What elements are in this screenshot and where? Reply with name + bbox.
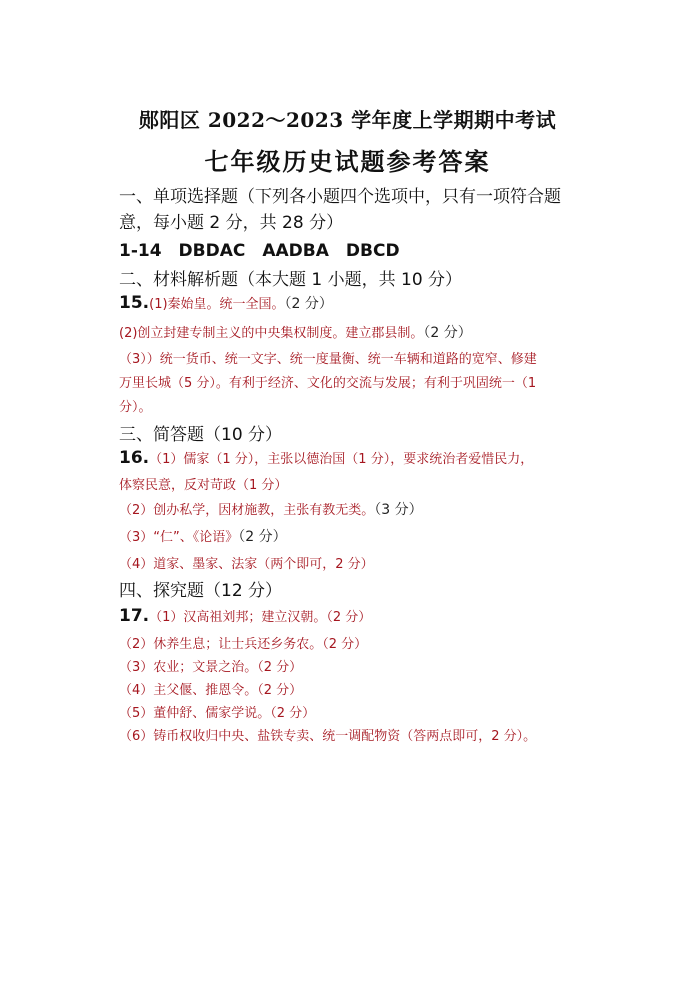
q16-answer-1-text: （1）儒家（1 分），主张以德治国（1 分），要求统治者爱惜民力， [149, 452, 534, 467]
q15-answer-1 [119, 293, 333, 313]
section1-heading-line1: 一、单项选择题（下列各小题四个选项中，只有一项符合题 [119, 187, 561, 207]
section1-heading-line2: 意，每小题 2 分，共 28 分） [119, 213, 344, 233]
q17-answer-5: （5）董仲舒、儒家学说。（2 分） [119, 706, 316, 721]
q16-answer-2-text: （2）创办私学，因材施教，主张有教无类。 [119, 503, 375, 518]
q15-answer-2 [119, 322, 472, 342]
section2-heading: 二、材料解析题（本大题 1 小题，共 10 分） [119, 270, 463, 290]
exam-title: 郧阳区 2022～2023 学年度上学期期中考试 [138, 108, 557, 132]
q16-number: 16. [119, 448, 150, 468]
q17-number: 17. [119, 606, 150, 626]
q17-answer-6: （6）铸币权收归中央、盐铁专卖、统一调配物资（答两点即可，2 分）。 [119, 729, 537, 744]
q16-answer-3-score: （2 分） [238, 529, 287, 545]
q16-answer-2-score: （3 分） [374, 502, 423, 518]
q15-answer-1-score: （2 分） [284, 296, 333, 312]
q15-answer-2-text: (2)创立封建专制主义的中央集权制度。建立郡县制。 [119, 326, 424, 341]
q16-answer-3 [119, 526, 287, 546]
q15-number: 15. [119, 293, 150, 313]
q17-answer-3: （3）农业；文景之治。（2 分） [119, 660, 303, 675]
q16-answer-3-text: （3）“仁”、《论语》 [119, 530, 239, 545]
q15-answer-2-score: （2 分） [423, 325, 472, 341]
q15-answer-3-line3: 分）。 [119, 400, 152, 415]
q15-answer-3-line1: （3））统一货币、统一文字、统一度量衡、统一车辆和道路的宽窄、修建 [119, 352, 537, 367]
q16-answer-1-line1 [119, 448, 533, 468]
q17-answer-1 [119, 606, 371, 626]
q15-answer-1-text: (1)秦始皇。统一全国。 [149, 297, 285, 312]
section4-heading: 四、探究题（12 分） [119, 581, 283, 601]
q16-answer-4: （4）道家、墨家、法家（两个即可，2 分） [119, 557, 374, 572]
q17-answer-2: （2）休养生息；让士兵还乡务农。（2 分） [119, 637, 368, 652]
q16-answer-1-line2: 体察民意，反对苛政（1 分） [119, 478, 288, 493]
answer-key-title: 七年级历史试题参考答案 [204, 148, 491, 176]
q17-answer-4: （4）主父偃、推恩令。（2 分） [119, 683, 303, 698]
section1-answers: 1-14 DBDAC AADBA DBCD [119, 241, 400, 261]
section3-heading: 三、简答题（10 分） [119, 425, 283, 445]
q17-answer-1-text: （1）汉高祖刘邦；建立汉朝。（2 分） [149, 610, 372, 625]
q15-answer-3-line2: 万里长城（5 分）。有利于经济、文化的交流与发展；有利于巩固统一（1 [119, 376, 537, 391]
q16-answer-2 [119, 499, 423, 519]
